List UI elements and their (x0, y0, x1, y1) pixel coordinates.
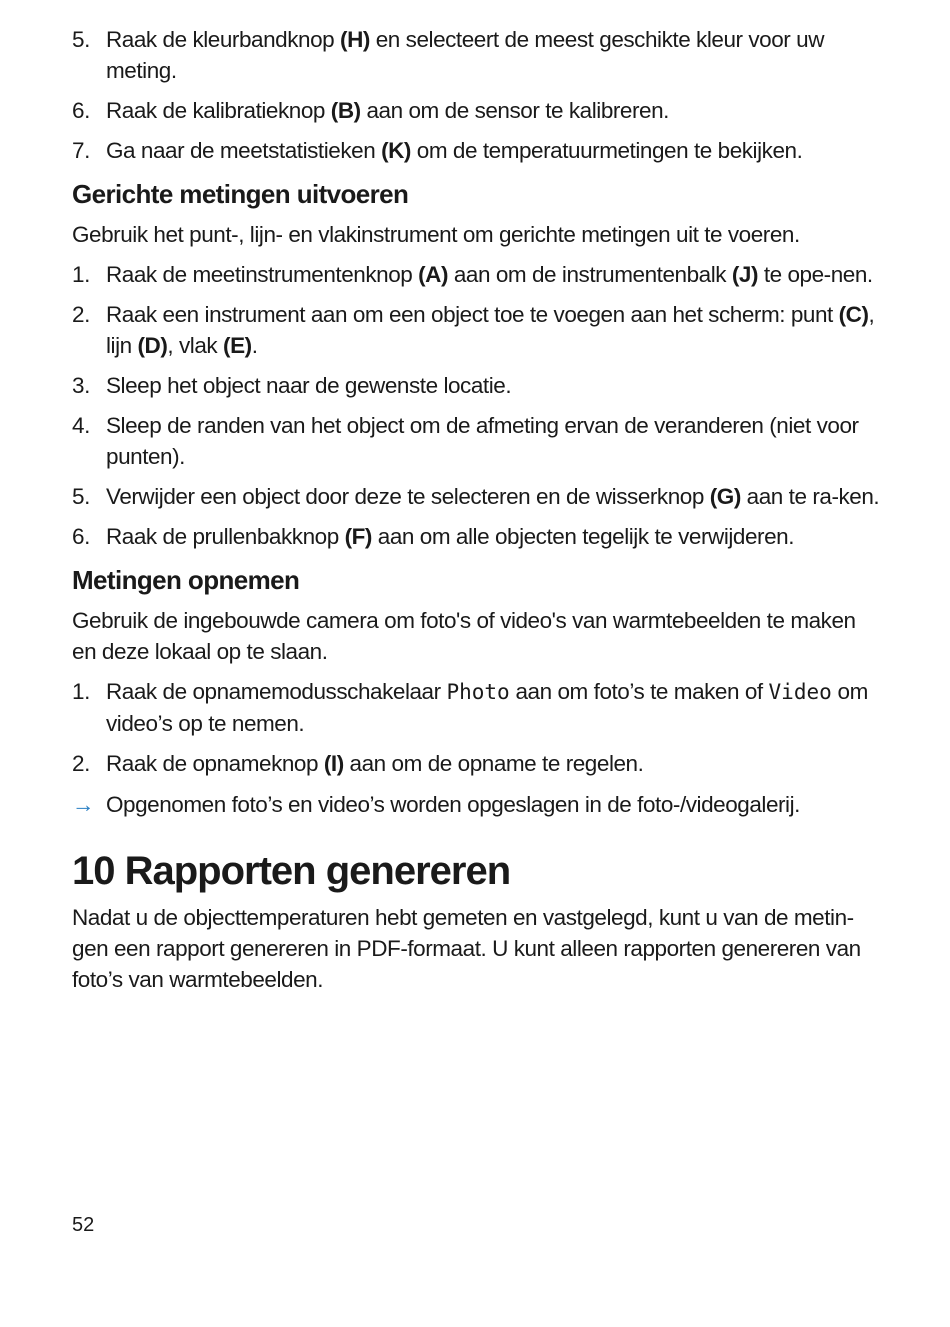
manual-page (72, 24, 882, 1004)
list-item: 6. Raak de prullenbakknop (F) aan om alle objecten tegelijk te verwijderen. (72, 524, 795, 549)
list-item: 3. Sleep het object naar de gewenste locatie. (72, 373, 512, 398)
steps-list-continued (72, 24, 882, 166)
list-item: 4. Sleep de randen van het object om de afmeting ervan de veranderen (niet voor punten). (72, 413, 859, 469)
recording-steps (72, 676, 882, 779)
photo-mode-label: Photo (446, 680, 510, 704)
section-intro: Gebruik de ingebouwde camera om foto's of video's van warmtebeelden te maken en deze lokaal op te slaan. (72, 608, 856, 664)
list-item: 2. Raak een instrument aan om een object toe te voegen aan het scherm: punt (C), lijn (D), vlak (E). (72, 302, 875, 358)
list-item: 5. Raak de kleurbandknop (H) en selecteert de meest geschikte kleur voor uw meting. (72, 27, 825, 83)
result-note: → Opgenomen foto’s en video’s worden opgeslagen in de foto-/videogalerij. (72, 789, 882, 820)
section-heading: Gerichte metingen uitvoeren (72, 179, 409, 209)
list-item: 7. Ga naar de meetstatistieken (K) om de temperatuurmetingen te bekijken. (72, 138, 803, 163)
video-mode-label: Video (768, 680, 832, 704)
page-number: 52 (72, 1214, 95, 1236)
chapter-body: Nadat u de objecttemperaturen hebt gemeten en vastgelegd, kunt u van de metin-gen een rapport genereren in PDF-formaat. U kunt alleen rapporten genereren van foto’s van warmtebeelden. (72, 905, 861, 992)
list-item: 6. Raak de kalibratieknop (B) aan om de sensor te kalibreren. (72, 98, 669, 123)
targeted-measurement-steps (72, 259, 882, 552)
list-item: 5. Verwijder een object door deze te selecteren en de wisserknop (G) aan te ra-ken. (72, 484, 880, 509)
arrow-right-icon: → (72, 792, 95, 817)
list-item: 1. Raak de opnamemodusschakelaar Photo aan om foto’s te maken of Video om video’s op te nemen. (72, 679, 868, 736)
chapter-title: 10 Rapporten genereren (72, 849, 511, 893)
section-heading: Metingen opnemen (72, 565, 300, 595)
list-item: 2. Raak de opnameknop (I) aan om de opname te regelen. (72, 751, 644, 776)
list-item: 1. Raak de meetinstrumentenknop (A) aan om de instrumentenbalk (J) te ope-nen. (72, 262, 873, 287)
section-intro: Gebruik het punt-, lijn- en vlakinstrument om gerichte metingen uit te voeren. (72, 222, 800, 247)
